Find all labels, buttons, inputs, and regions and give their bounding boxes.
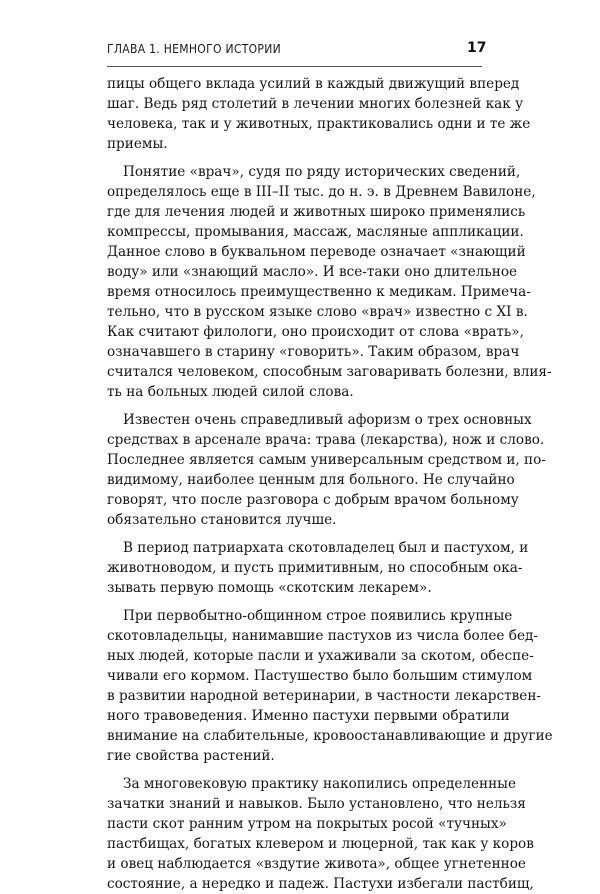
text-line: определялось еще в III–II тыс. до н. э. в Древнем Вавилоне,: [107, 184, 536, 200]
running-head: ГЛАВА 1. НЕМНОГО ИСТОРИИ: [107, 42, 281, 56]
text-line: скотовладельцы, нанимавшие пастухов из числа более бед-: [107, 628, 538, 644]
text-line: зачатки знаний и навыков. Было установлено, что нельзя: [107, 796, 526, 812]
text-line: воду» или «знающий масло». И все-таки оно длительное: [107, 264, 518, 280]
text-line: пастбищах, богатых клевером и люцерной, так как у коров: [107, 836, 534, 852]
text-line: Последнее является самым универсальным средством и, по-: [107, 452, 546, 468]
paragraph-2: [107, 162, 552, 402]
text-line: ть на больных людей силой слова.: [107, 384, 354, 400]
paragraph-5: [107, 606, 553, 766]
paragraph-1: [107, 74, 531, 154]
text-line: состояние, а нередко и падеж. Пастухи избегали пастбищ,: [107, 876, 534, 892]
text-line: компрессы, промывания, массаж, масляные аппликации.: [107, 224, 524, 240]
text-line: Как считают филологи, оно происходит от слова «врать»,: [107, 324, 524, 340]
text-line: тельно, что в русском языке слово «врач» известно с XI в.: [107, 304, 528, 320]
page-number: 17: [467, 40, 487, 56]
paragraph-4: [107, 538, 529, 598]
text-line: означавшего в старину «говорить». Таким образом, врач: [107, 344, 520, 360]
text-line: Понятие «врач», судя по ряду исторических сведений,: [123, 164, 521, 180]
text-line: внимание на слабительные, кровоостанавливающие и другие: [107, 728, 553, 744]
text-line: человека, так и у животных, практиковались одни и те же: [107, 116, 531, 132]
text-line: обязательно становится лучше.: [107, 512, 337, 528]
text-line: приемы.: [107, 136, 168, 152]
body-text: [107, 74, 553, 894]
text-line: где для лечения людей и животных широко применялись: [107, 204, 526, 220]
text-line: шаг. Ведь ряд столетий в лечении многих болезней как у: [107, 96, 524, 112]
text-line: видимому, наиболее ценным для больного. Не случайно: [107, 472, 515, 488]
text-line: В период патриархата скотовладелец был и пастухом, и: [123, 540, 529, 556]
text-line: Известен очень справедливый афоризм о трех основных: [123, 412, 532, 428]
text-line: и овец наблюдается «вздутие живота», общее угнетенное: [107, 856, 526, 872]
text-line: пасти скот ранним утром на покрытых росой «тучных»: [107, 816, 507, 832]
text-line: говорят, что после разговора с добрым врачом больному: [107, 492, 519, 508]
text-line: в развитии народной ветеринарии, в частности лекарствен-: [107, 688, 541, 704]
paragraph-6: [107, 774, 534, 894]
text-line: средствах в арсенале врача: трава (лекарства), нож и слово.: [107, 432, 545, 448]
text-line: считался человеком, способным заговаривать болезни, влия-: [107, 364, 552, 380]
text-line: животноводом, и пусть примитивным, но способным ока-: [107, 560, 523, 576]
text-line: ного травоведения. Именно пастухи первыми обратили: [107, 708, 510, 724]
text-line: чивали его кормом. Пастушество было большим стимулом: [107, 668, 533, 684]
text-line: ных людей, которые пасли и ухаживали за скотом, обеспе-: [107, 648, 534, 664]
text-line: При первобытно-общинном строе появились крупные: [123, 608, 513, 624]
text-line: За многовековую практику накопились определенные: [123, 776, 517, 792]
text-line: гие свойства растений.: [107, 748, 275, 764]
text-line: пицы общего вклада усилий в каждый движущий вперед: [107, 76, 520, 92]
text-line: время относилось преимущественно к медикам. Примеча-: [107, 284, 531, 300]
text-line: Данное слово в буквальном переводе означает «знающий: [107, 244, 526, 260]
text-line: зывать первую помощь «скотским лекарем».: [107, 580, 432, 596]
header-rule: [107, 66, 482, 67]
paragraph-3: [107, 410, 546, 530]
